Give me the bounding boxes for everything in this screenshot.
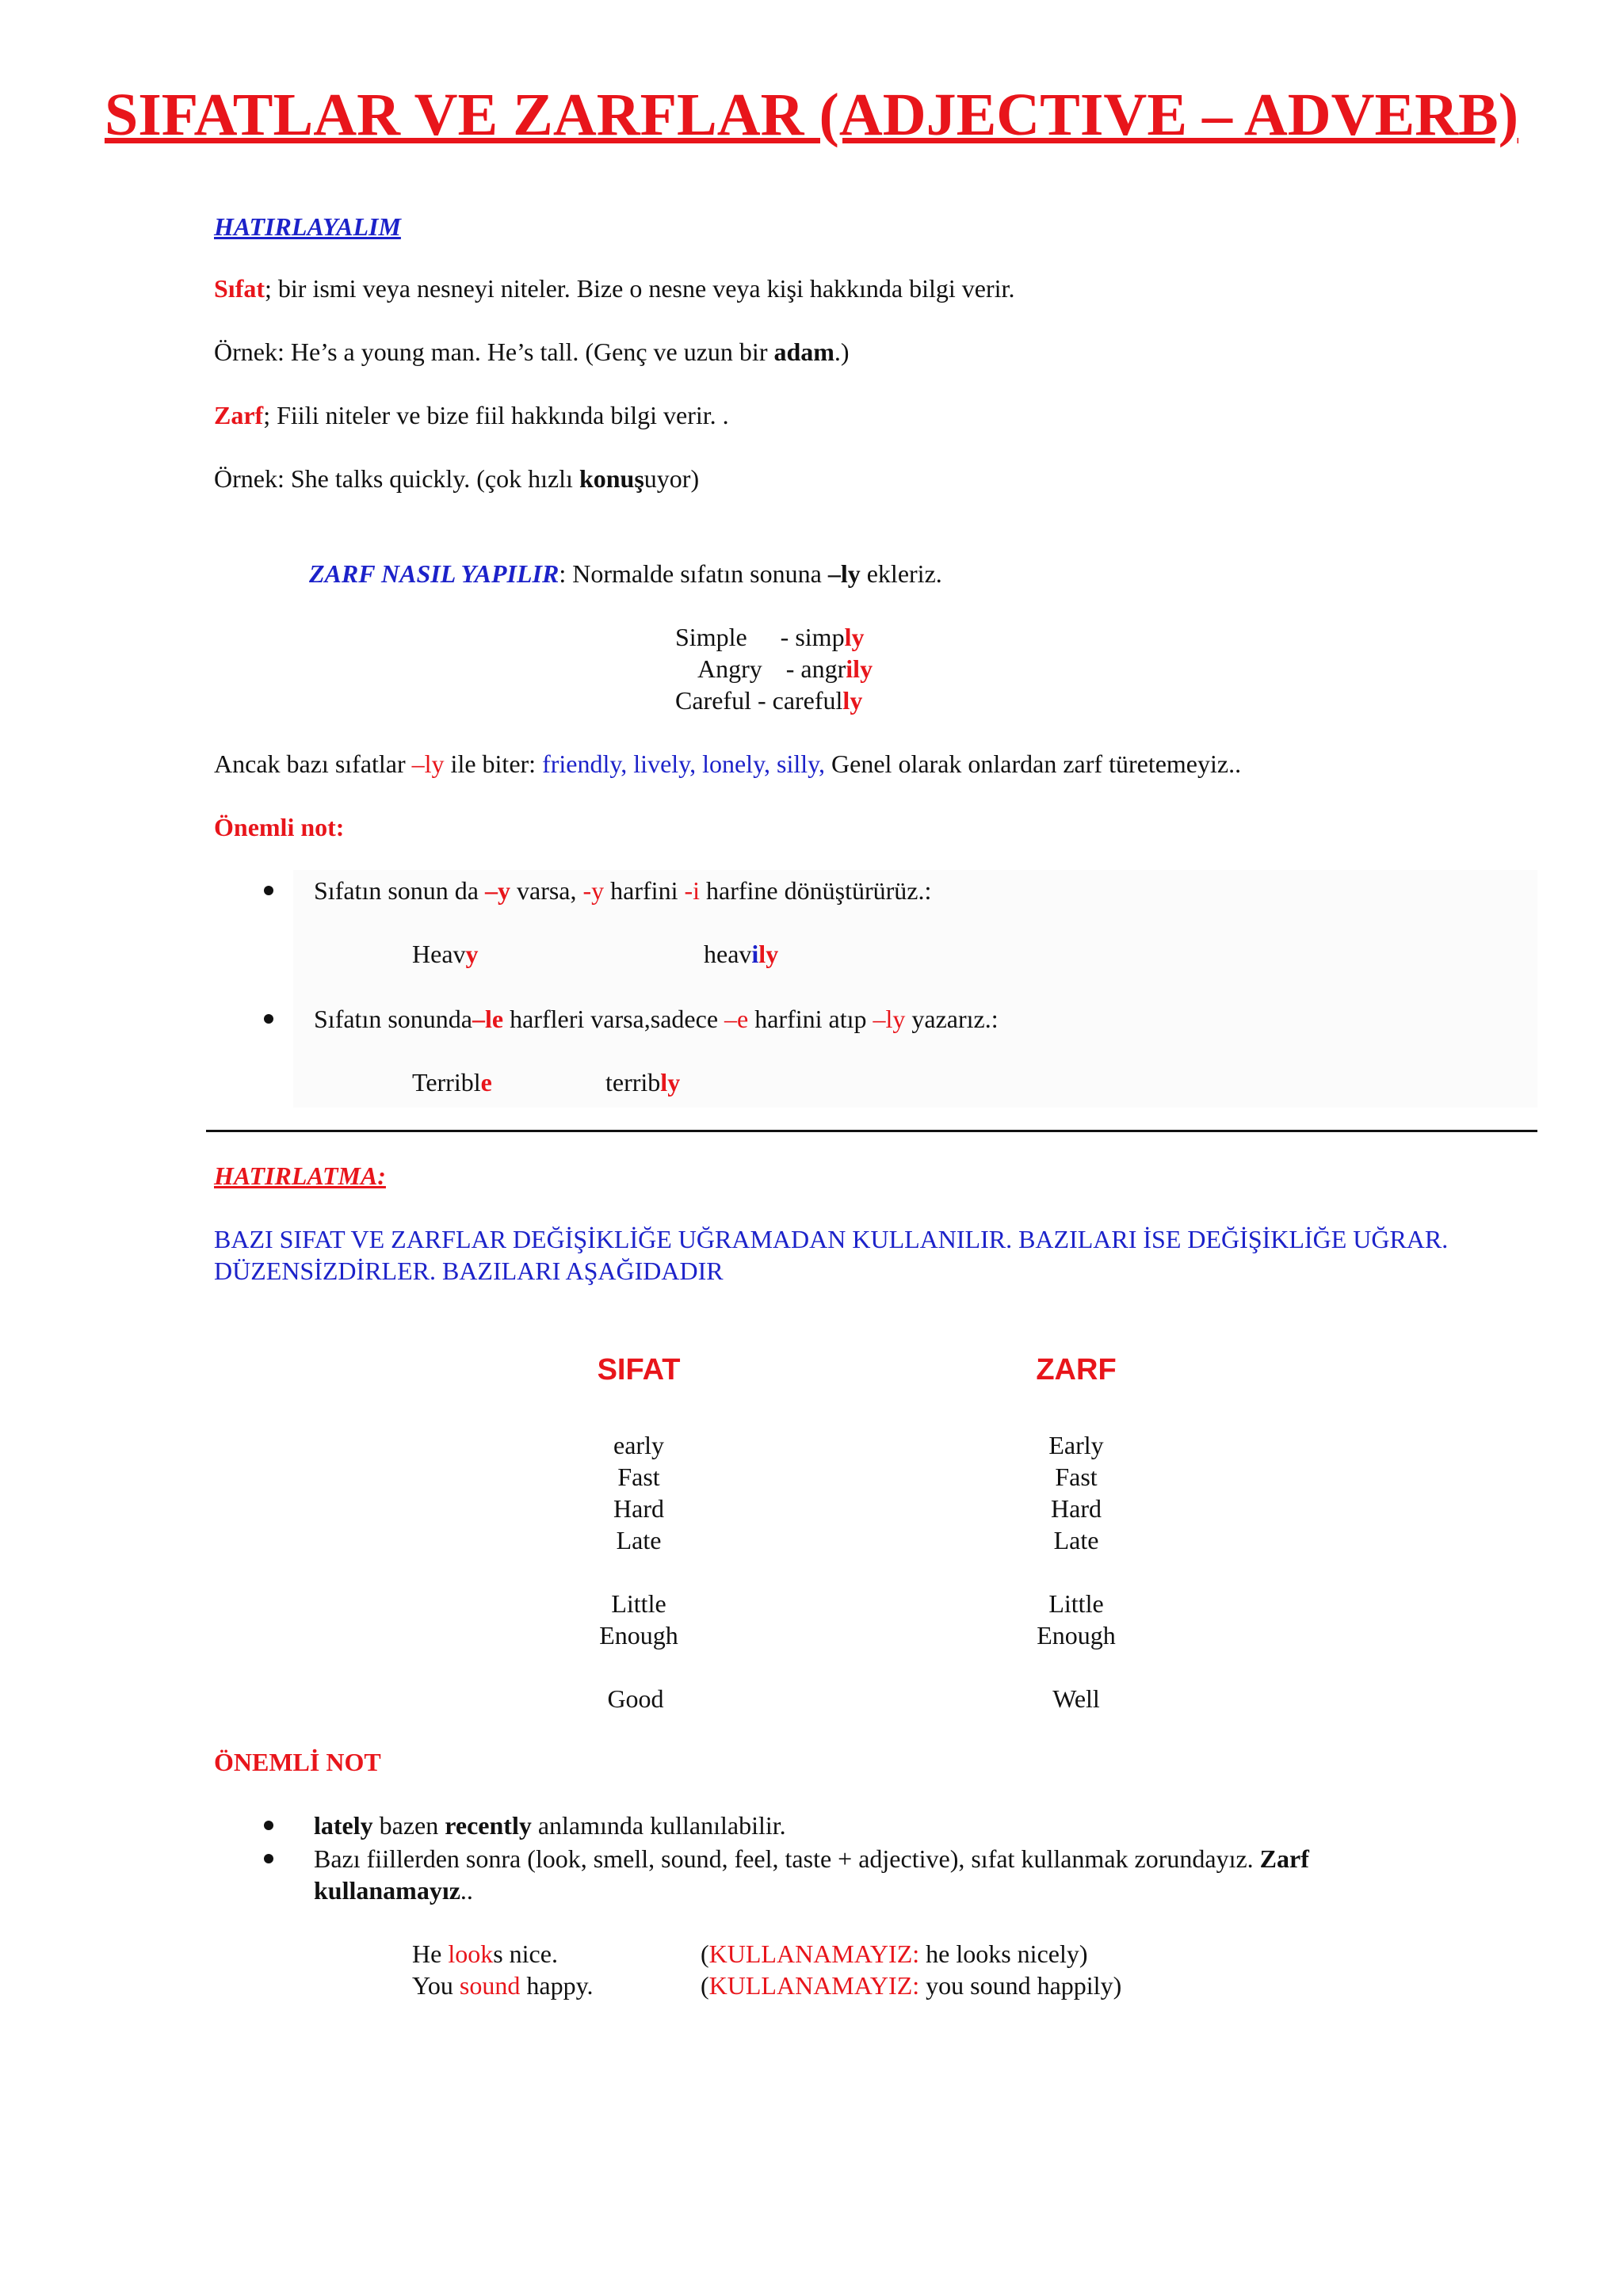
wrong-paren: ( bbox=[701, 1939, 709, 1968]
table-cell-zarf: Late bbox=[1053, 1526, 1099, 1554]
page-title: SIFATLAR VE ZARFLAR (ADJECTIVE – ADVERB) bbox=[104, 82, 1519, 148]
zarf-definition bbox=[214, 399, 729, 431]
ancak-words: friendly, lively, lonely, silly, bbox=[542, 749, 826, 778]
lately-end: anlamında kullanılabilir. bbox=[531, 1811, 786, 1840]
wrong-example-text: he looks nicely) bbox=[919, 1939, 1088, 1968]
correct-example-post: s nice. bbox=[493, 1939, 558, 1968]
correct-example bbox=[412, 1970, 593, 2001]
ly-example-sep: - bbox=[785, 654, 801, 683]
sifat-definition bbox=[214, 273, 1014, 304]
rule-y-letter: -y bbox=[582, 876, 605, 905]
onemli-not-heading: Önemli not: bbox=[214, 813, 345, 841]
zarf-bold: Zarf bbox=[1259, 1844, 1309, 1873]
col-header-zarf: ZARF bbox=[1036, 1353, 1117, 1386]
rule-y-mid2: harfini bbox=[604, 876, 685, 905]
zarf-nasil-suffix: –ly bbox=[827, 559, 861, 588]
rule-le-ly: –ly bbox=[873, 1005, 906, 1033]
heavy-base: Heav bbox=[412, 940, 466, 968]
kullanamayiz-label: KULLANAMAYIZ: bbox=[708, 1939, 920, 1968]
example-2-bold: konuş bbox=[579, 464, 644, 493]
correct-example-pre: He bbox=[412, 1939, 449, 1968]
rule-le-e: –e bbox=[724, 1005, 749, 1033]
table-cell-zarf: Early bbox=[1048, 1431, 1104, 1459]
heavy-example bbox=[412, 938, 479, 970]
ly-example-sep: - bbox=[780, 623, 796, 651]
hatirlatma-line-2: DÜZENSİZDİRLER. BAZILARI AŞAĞIDADIR bbox=[214, 1257, 724, 1285]
rule-le-mid2: harfini atıp bbox=[748, 1005, 873, 1033]
table-cell-zarf: Enough bbox=[1037, 1621, 1116, 1650]
rule-le-text: Sıfatın sonunda bbox=[314, 1005, 472, 1033]
bullet-icon bbox=[264, 1821, 273, 1830]
correct-example-verb: sound bbox=[459, 1971, 521, 2000]
ly-example-sep: - bbox=[750, 686, 773, 715]
wrong-example-text: you sound happily) bbox=[919, 1971, 1122, 2000]
heavily-example bbox=[704, 938, 778, 970]
linking-verbs-note bbox=[314, 1843, 1309, 1875]
example-1-end: .) bbox=[834, 338, 850, 366]
rule-y-end: harfine dönüştürürüz.: bbox=[700, 876, 932, 905]
example-1 bbox=[214, 336, 850, 368]
terribly-suffix: ly bbox=[660, 1068, 681, 1097]
terrible-example bbox=[412, 1066, 492, 1098]
example-2 bbox=[214, 463, 699, 494]
section-divider bbox=[206, 1130, 1537, 1132]
table-cell-sifat: Hard bbox=[613, 1494, 664, 1523]
ly-example-row bbox=[675, 685, 862, 716]
table-cell-sifat: Little bbox=[611, 1589, 666, 1618]
heavily-i: i bbox=[751, 940, 759, 968]
rule-y bbox=[314, 875, 931, 906]
ly-example-adj: Angry bbox=[697, 654, 762, 683]
ly-example-adj: Careful bbox=[675, 686, 751, 715]
rule-le-suffix: –le bbox=[472, 1005, 504, 1033]
rule-le-end: yazarız.: bbox=[905, 1005, 999, 1033]
lately-note bbox=[314, 1810, 786, 1841]
sifat-def-text: ; bir ismi veya nesneyi niteler. Bize o nesne veya kişi hakkında bilgi verir. bbox=[265, 274, 1015, 303]
heavily-base: heav bbox=[704, 940, 752, 968]
hatirlatma-heading: HATIRLATMA: bbox=[214, 1161, 386, 1190]
wrong-paren: ( bbox=[701, 1971, 709, 2000]
bullet-icon bbox=[264, 886, 273, 895]
lately-word: lately bbox=[314, 1811, 373, 1840]
terrible-base: Terribl bbox=[412, 1068, 481, 1097]
zarf-nasil-end: ekleriz. bbox=[860, 559, 942, 588]
example-1-bold: adam bbox=[773, 338, 834, 366]
terribly-example bbox=[605, 1066, 680, 1098]
bullet-icon bbox=[264, 1014, 273, 1024]
rule-le-mid: harfleri varsa,sadece bbox=[503, 1005, 725, 1033]
table-cell-sifat: early bbox=[613, 1431, 664, 1459]
ly-example-suffix: ily bbox=[846, 654, 873, 683]
zarf-nasil-line bbox=[309, 558, 942, 589]
rule-y-mid: varsa, bbox=[510, 876, 583, 905]
terribly-base: terrib bbox=[605, 1068, 661, 1097]
table-cell-sifat: Enough bbox=[599, 1621, 678, 1650]
heavy-suffix: y bbox=[465, 940, 479, 968]
ancak-end: Genel olarak onlardan zarf türetemeyiz.. bbox=[825, 749, 1242, 778]
onemli-not-2-heading: ÖNEMLİ NOT bbox=[214, 1748, 381, 1776]
example-2-text: Örnek: She talks quickly. (çok hızlı bbox=[214, 464, 579, 493]
correct-example-pre: You bbox=[412, 1971, 460, 2000]
zarf-term: Zarf bbox=[214, 401, 264, 429]
table-cell-zarf: Fast bbox=[1055, 1463, 1098, 1491]
rule-le bbox=[314, 1003, 999, 1035]
hatirlayalim-heading: HATIRLAYALIM bbox=[214, 212, 401, 241]
table-cell-sifat: Fast bbox=[617, 1463, 660, 1491]
rule-y-text: Sıfatın sonun da bbox=[314, 876, 485, 905]
ly-example-row bbox=[675, 621, 864, 653]
heavily-ly: ly bbox=[758, 940, 779, 968]
zarf-nasil-label: ZARF NASIL YAPILIR bbox=[309, 559, 559, 588]
example-2-end: uyor) bbox=[643, 464, 700, 493]
zarf-def-text: ; Fiili niteler ve bize fiil hakkında bilgi verir. . bbox=[263, 401, 729, 429]
rule-y-i: -i bbox=[684, 876, 700, 905]
linking-verbs-text: Bazı fiillerden sonra (look, smell, sound, feel, taste + adjective), sıfat kullanmak zorundayız. bbox=[314, 1844, 1260, 1873]
ly-example-adv: angr bbox=[800, 654, 846, 683]
recently-word: recently bbox=[445, 1811, 532, 1840]
linking-verbs-end: .. bbox=[460, 1876, 473, 1905]
correct-example-post: happy. bbox=[520, 1971, 594, 2000]
correct-example-verb: look bbox=[448, 1939, 494, 1968]
ly-example-adj: Simple bbox=[675, 623, 747, 651]
kullanamayiz-bold: kullanamayız bbox=[314, 1876, 460, 1905]
table-cell-sifat: Good bbox=[607, 1684, 664, 1713]
correct-example bbox=[412, 1938, 558, 1970]
ancak-ly: –ly bbox=[411, 749, 445, 778]
ly-example-row bbox=[697, 653, 873, 685]
table-cell-sifat: Late bbox=[616, 1526, 662, 1554]
lately-mid: bazen bbox=[372, 1811, 445, 1840]
example-1-text: Örnek: He’s a young man. He’s tall. (Genç ve uzun bir bbox=[214, 338, 774, 366]
table-cell-zarf: Well bbox=[1052, 1684, 1100, 1713]
ly-example-adv: simp bbox=[795, 623, 845, 651]
linking-verbs-note-cont bbox=[314, 1875, 473, 1906]
rule-y-suffix: –y bbox=[484, 876, 510, 905]
hatirlatma-line-1: BAZI SIFAT VE ZARFLAR DEĞİŞİKLİĞE UĞRAMADAN KULLANILIR. BAZILARI İSE DEĞİŞİKLİĞE UĞRAR. bbox=[214, 1225, 1449, 1253]
ancak-mid: ile biter: bbox=[444, 749, 543, 778]
ly-example-suffix: ly bbox=[844, 623, 865, 651]
wrong-example bbox=[701, 1970, 1121, 2001]
ly-example-suffix: ly bbox=[842, 686, 863, 715]
ancak-line bbox=[214, 748, 1241, 780]
bullet-icon bbox=[264, 1854, 273, 1863]
wrong-example bbox=[701, 1938, 1088, 1970]
ancak-text: Ancak bazı sıfatlar bbox=[214, 749, 412, 778]
zarf-nasil-text: : Normalde sıfatın sonuna bbox=[559, 559, 828, 588]
ly-example-adv: careful bbox=[772, 686, 843, 715]
col-header-sifat: SIFAT bbox=[597, 1353, 681, 1386]
sifat-term: Sıfat bbox=[214, 274, 265, 303]
kullanamayiz-label: KULLANAMAYIZ: bbox=[708, 1971, 920, 2000]
table-cell-zarf: Little bbox=[1048, 1589, 1104, 1618]
terrible-suffix: e bbox=[480, 1068, 492, 1097]
table-cell-zarf: Hard bbox=[1051, 1494, 1102, 1523]
